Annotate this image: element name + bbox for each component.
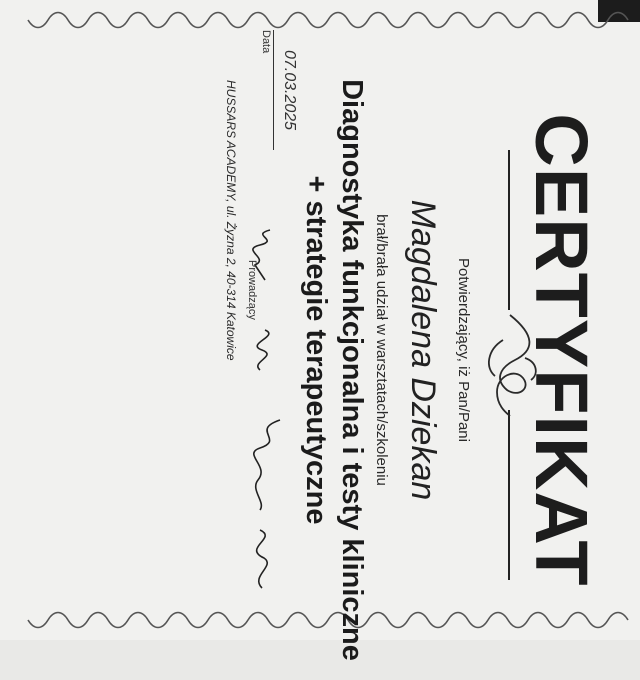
title-rule-left: [508, 150, 510, 310]
signatures: [230, 130, 290, 600]
date-label: Data: [260, 30, 272, 54]
confirmation-text: Potwierdzający, iż Pan/Pani: [455, 258, 472, 442]
flourish-ornament: [475, 310, 545, 420]
signature-2: [257, 330, 269, 370]
course-title-line-1: Diagnostyka funkcjonalna i testy kliniczne: [336, 79, 368, 661]
lead-label: Prowadzący: [246, 260, 258, 320]
certificate-title: CERTYFIKAT: [520, 113, 603, 587]
left-decorative-border: [0, 0, 640, 40]
recipient-name: Magdalena Dziekan: [404, 199, 442, 501]
course-title-line-2: + strategie terapeutyczne: [300, 175, 332, 525]
title-rule-right: [508, 410, 510, 580]
academy-address: HUSSARS ACADEMY, ul. Żyzna 2, 40-314 Katowice: [224, 80, 238, 361]
date-value: 07.03.2025: [281, 49, 298, 131]
signature-3: [254, 420, 280, 510]
participation-text: brał/brała udział w warsztatach/szkoleniu: [373, 214, 390, 486]
signature-4: [257, 530, 268, 588]
